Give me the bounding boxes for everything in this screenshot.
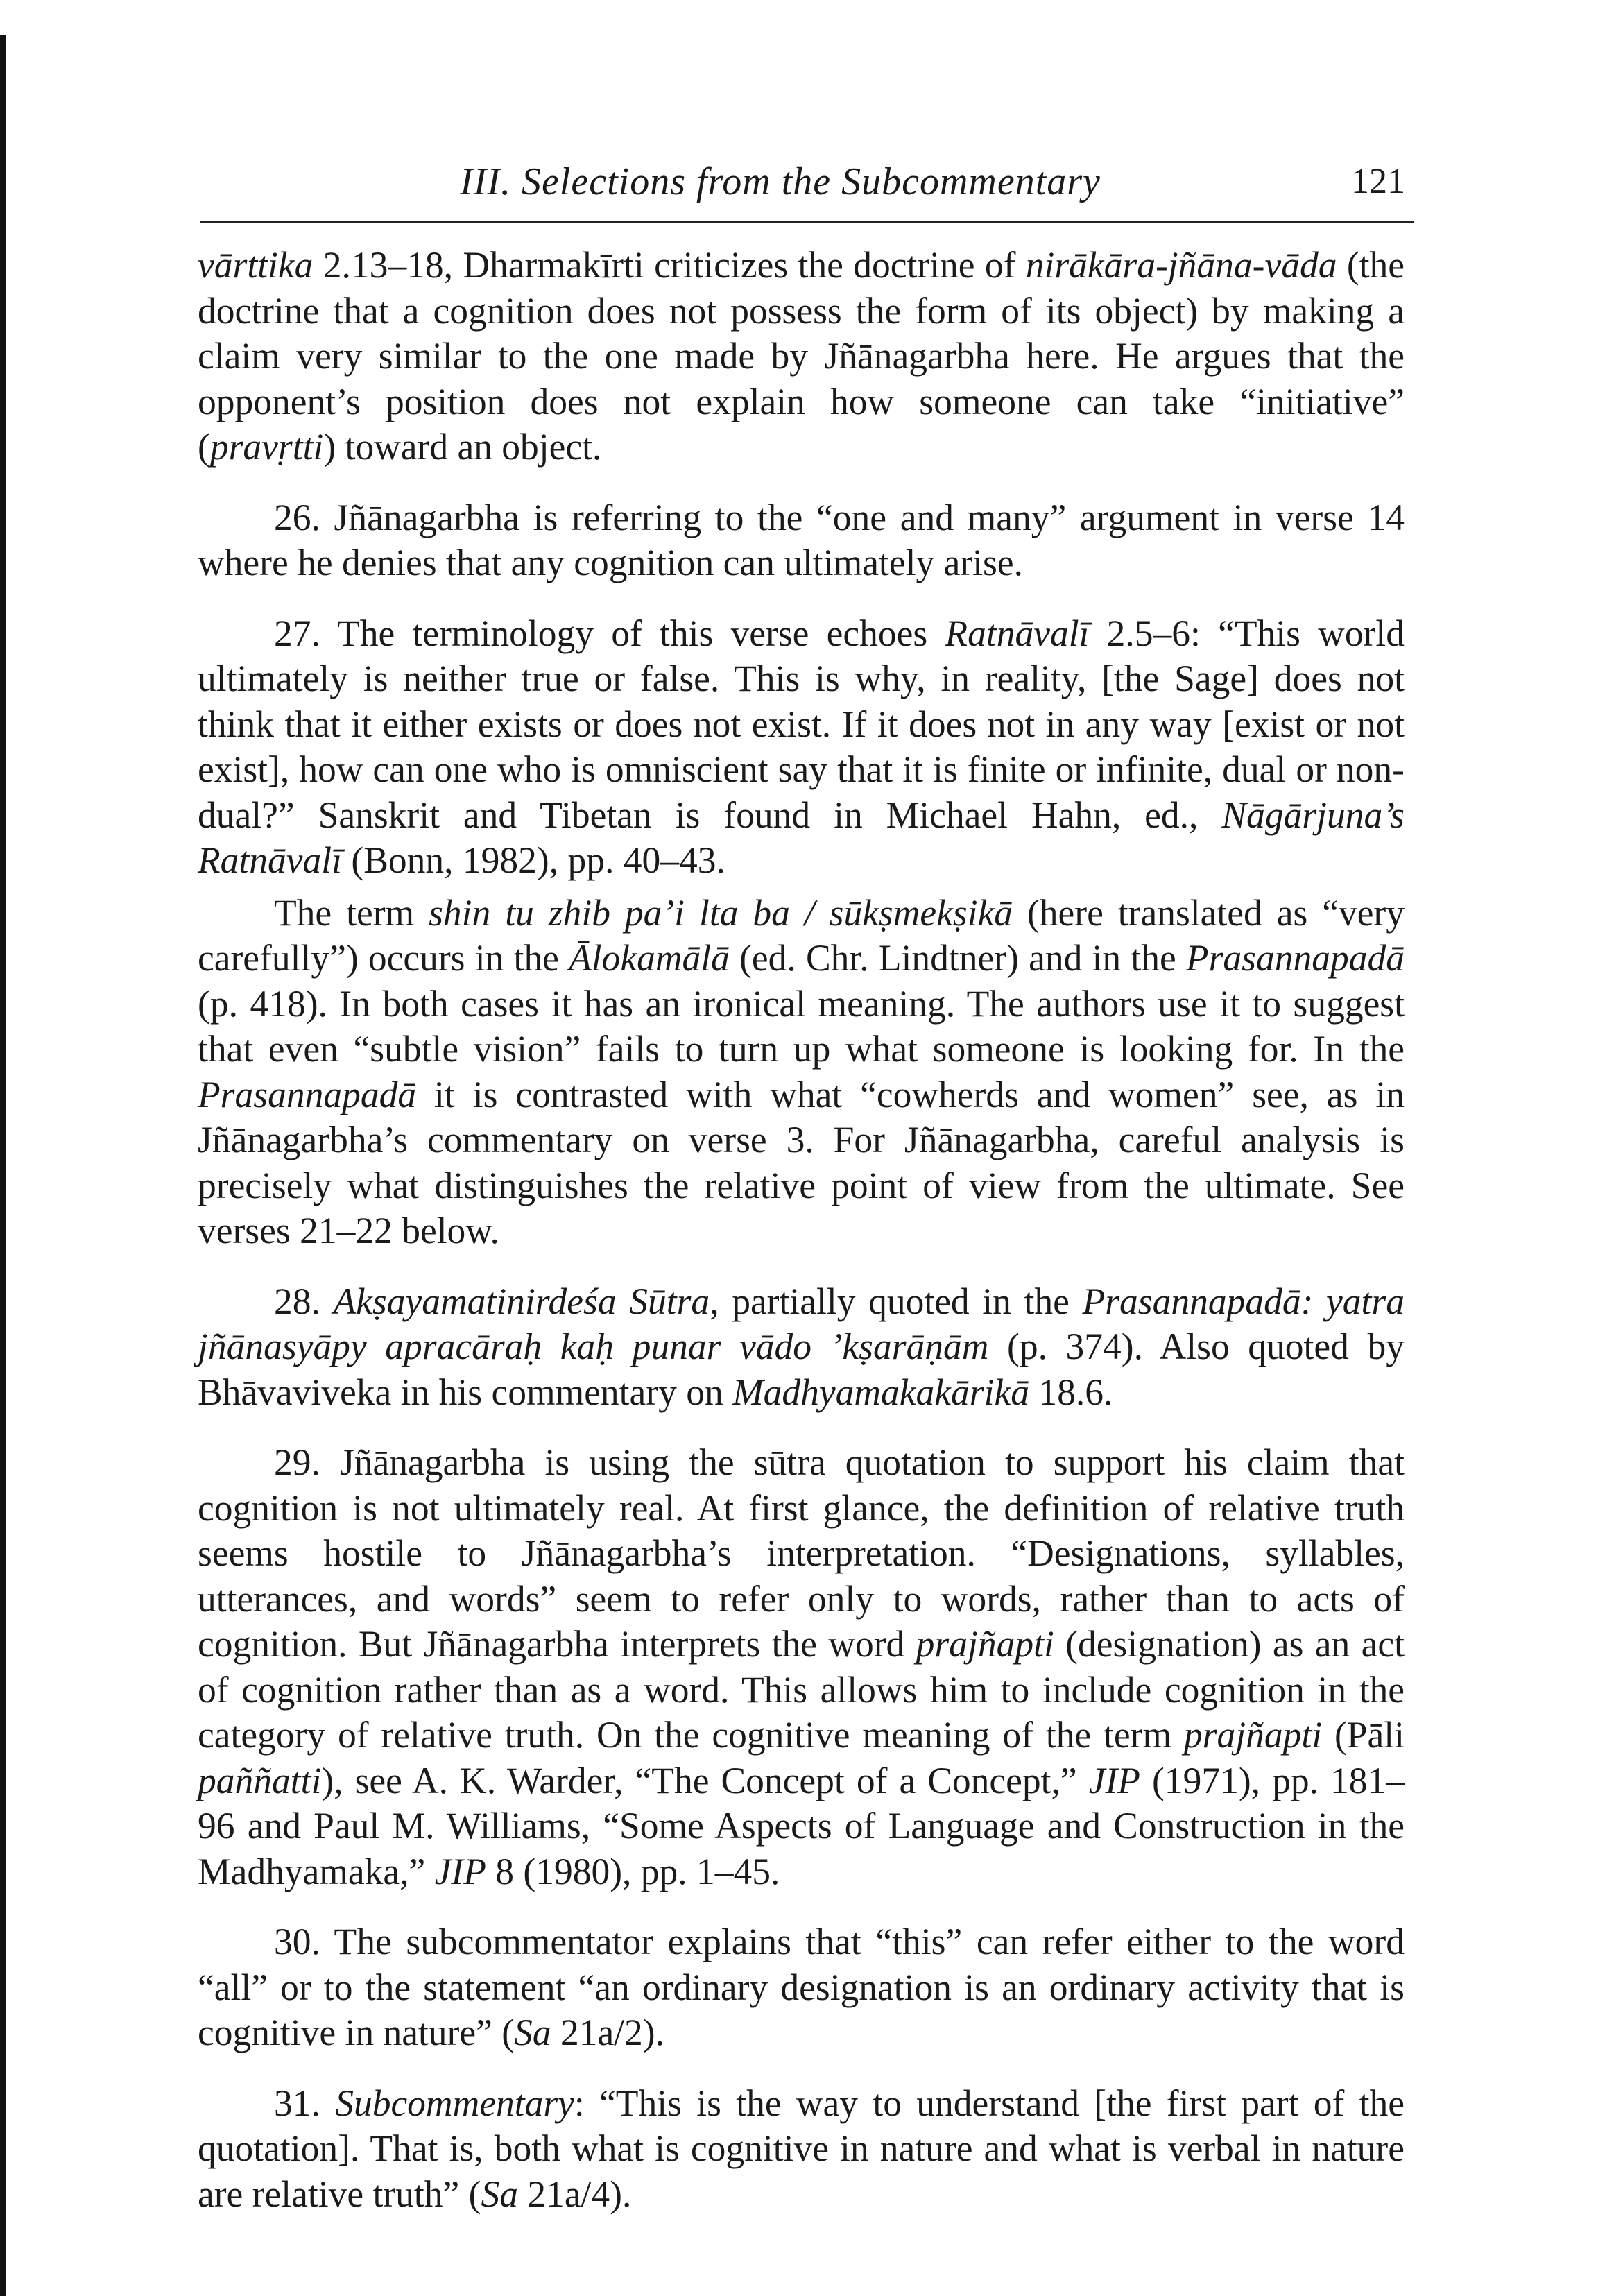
text-run: 2.13–18, Dharmakīrti criticizes the doctrine of (313, 244, 1026, 286)
italic-term: Prasannapadā: yatra jñānasyāpy apracāraḥ kaḥ punar vādo ’kṣarāṇām (198, 1280, 1405, 1367)
text-run: (ed. Chr. Lindtner) and in the (729, 937, 1186, 979)
text-run: 21a/2). (551, 2012, 664, 2053)
text-run: (the doctrine that a cognition does not possess the form of its object) by making a claim very similar to the one made by Jñānagarbha here. He argues that the opponent’s position does not explain how someone can take “initiative” ( (198, 244, 1405, 468)
text-run: ) toward an object. (323, 426, 602, 468)
italic-term: Nāgārjuna’s Ratnāvalī (198, 794, 1405, 881)
text-run: The term (274, 891, 429, 934)
italic-term: Prasannapadā (198, 1073, 417, 1115)
italic-term: JIP (434, 1850, 486, 1892)
italic-term: prajñapti (1183, 1714, 1323, 1756)
italic-term: Subcommentary (335, 2082, 574, 2124)
note-28 (198, 1279, 1405, 1416)
note-30 (198, 1919, 1405, 2056)
italic-term: Sa (514, 2012, 551, 2053)
text-run: 31. (274, 2082, 336, 2124)
italic-term: Madhyamakakārikā (732, 1371, 1029, 1413)
italic-term: paññatti (198, 1759, 322, 1801)
italic-term: pravṛtti (209, 426, 324, 468)
text-run: (Pāli (1322, 1714, 1405, 1756)
text-run: (p. 374). Also quoted by Bhāvaviveka in his commentary on (198, 1326, 1405, 1413)
text-run: (1971), pp. 181–96 and Paul M. Williams, “Some Aspects of Language and Construction in the Madhyamaka,” (198, 1759, 1405, 1892)
text-run: 30. The subcommentator explains that “this” can refer either to the word “all” or to the statement “an ordinary designation is an ordinary activity that is cognitive in nature” ( (198, 1921, 1405, 2053)
text-run: 29. Jñānagarbha is using the sūtra quotation to support his claim that cognition is not ultimately real. At first glance, the definition of relative truth seems hostile to Jñānagarbha’s interpretation. “Designations, syllables, utterances, and words” seem to refer only to words, rather than to acts of cognition. But Jñānagarbha interprets the word (198, 1441, 1405, 1665)
italic-term: vārttika (198, 244, 314, 286)
text-run: ), see A. K. Warder, “The Concept of a Concept,” (321, 1759, 1089, 1801)
paragraph-continuation (198, 243, 1405, 470)
text-run: 28. (274, 1280, 334, 1322)
italic-term: Akṣayamatinirdeśa Sūtra (333, 1280, 710, 1322)
note-29 (198, 1440, 1405, 1894)
note-26 (198, 495, 1405, 586)
italic-term: Ālokamālā (569, 937, 730, 979)
italic-term: shin tu zhib pa’i lta ba / sūkṣmekṣikā (429, 891, 1013, 934)
text-run: 8 (1980), pp. 1–45. (486, 1850, 780, 1892)
text-run: , partially quoted in the (710, 1280, 1083, 1322)
text-run: 26. Jñānagarbha is referring to the “one and many” argument in verse 14 where he denies that any cognition can ultimately arise. (198, 496, 1405, 583)
note-31 (198, 2081, 1405, 2218)
text-run: it is contrasted with what “cowherds and women” see, as in Jñānagarbha’s commentary on verse 3. For Jñānagarbha, careful analysis is precisely what distinguishes the relative point of view from the ultimate. See verses 21–22 below. (198, 1073, 1405, 1251)
page-body (198, 243, 1405, 2217)
text-run: (Bonn, 1982), pp. 40–43. (342, 839, 725, 881)
text-run: (p. 418). In both cases it has an ironical meaning. The authors use it to suggest that even “subtle vision” fails to turn up what someone is looking for. In the (198, 982, 1405, 1070)
italic-term: prajñapti (916, 1623, 1054, 1665)
text-run: : “This is the way to understand [the first part of the quotation]. That is, both what is cognitive in nature and what is verbal in nature are relative truth” ( (198, 2082, 1405, 2215)
text-run: (here translated as “very carefully”) occurs in the (198, 891, 1405, 979)
italic-term: nirākāra-jñāna-vāda (1025, 244, 1337, 286)
text-run: 21a/4). (517, 2173, 632, 2215)
italic-term: Sa (481, 2173, 518, 2215)
text-run: 27. The terminology of this verse echoes (274, 612, 945, 654)
page-header (200, 154, 1414, 216)
running-head: III. Selections from the Subcommentary (460, 160, 1101, 203)
text-run: 18.6. (1029, 1371, 1113, 1413)
header-rule (200, 221, 1414, 223)
note-27-continued (198, 891, 1405, 1254)
text-run: 2.5–6: “This world ultimately is neither true or false. This is why, in reality, [the Sage] does not think that it either exists or does not exist. If it does not in any way [exist or not exist], how can one who is omniscient say that it is finite or infinite, dual or non-dual?” Sanskrit and Tibetan is found in Michael Hahn, ed., (198, 612, 1405, 836)
italic-term: Prasannapadā (1185, 937, 1405, 979)
italic-term: Ratnāvalī (945, 612, 1090, 654)
text-run: (designation) as an act of cognition rather than as a word. This allows him to include cognition in the category of relative truth. On the cognitive meaning of the term (198, 1623, 1405, 1756)
page-left-edge-shadow (0, 35, 6, 2296)
page-number: 121 (1351, 162, 1405, 201)
note-27 (198, 611, 1405, 884)
italic-term: JIP (1088, 1759, 1140, 1801)
